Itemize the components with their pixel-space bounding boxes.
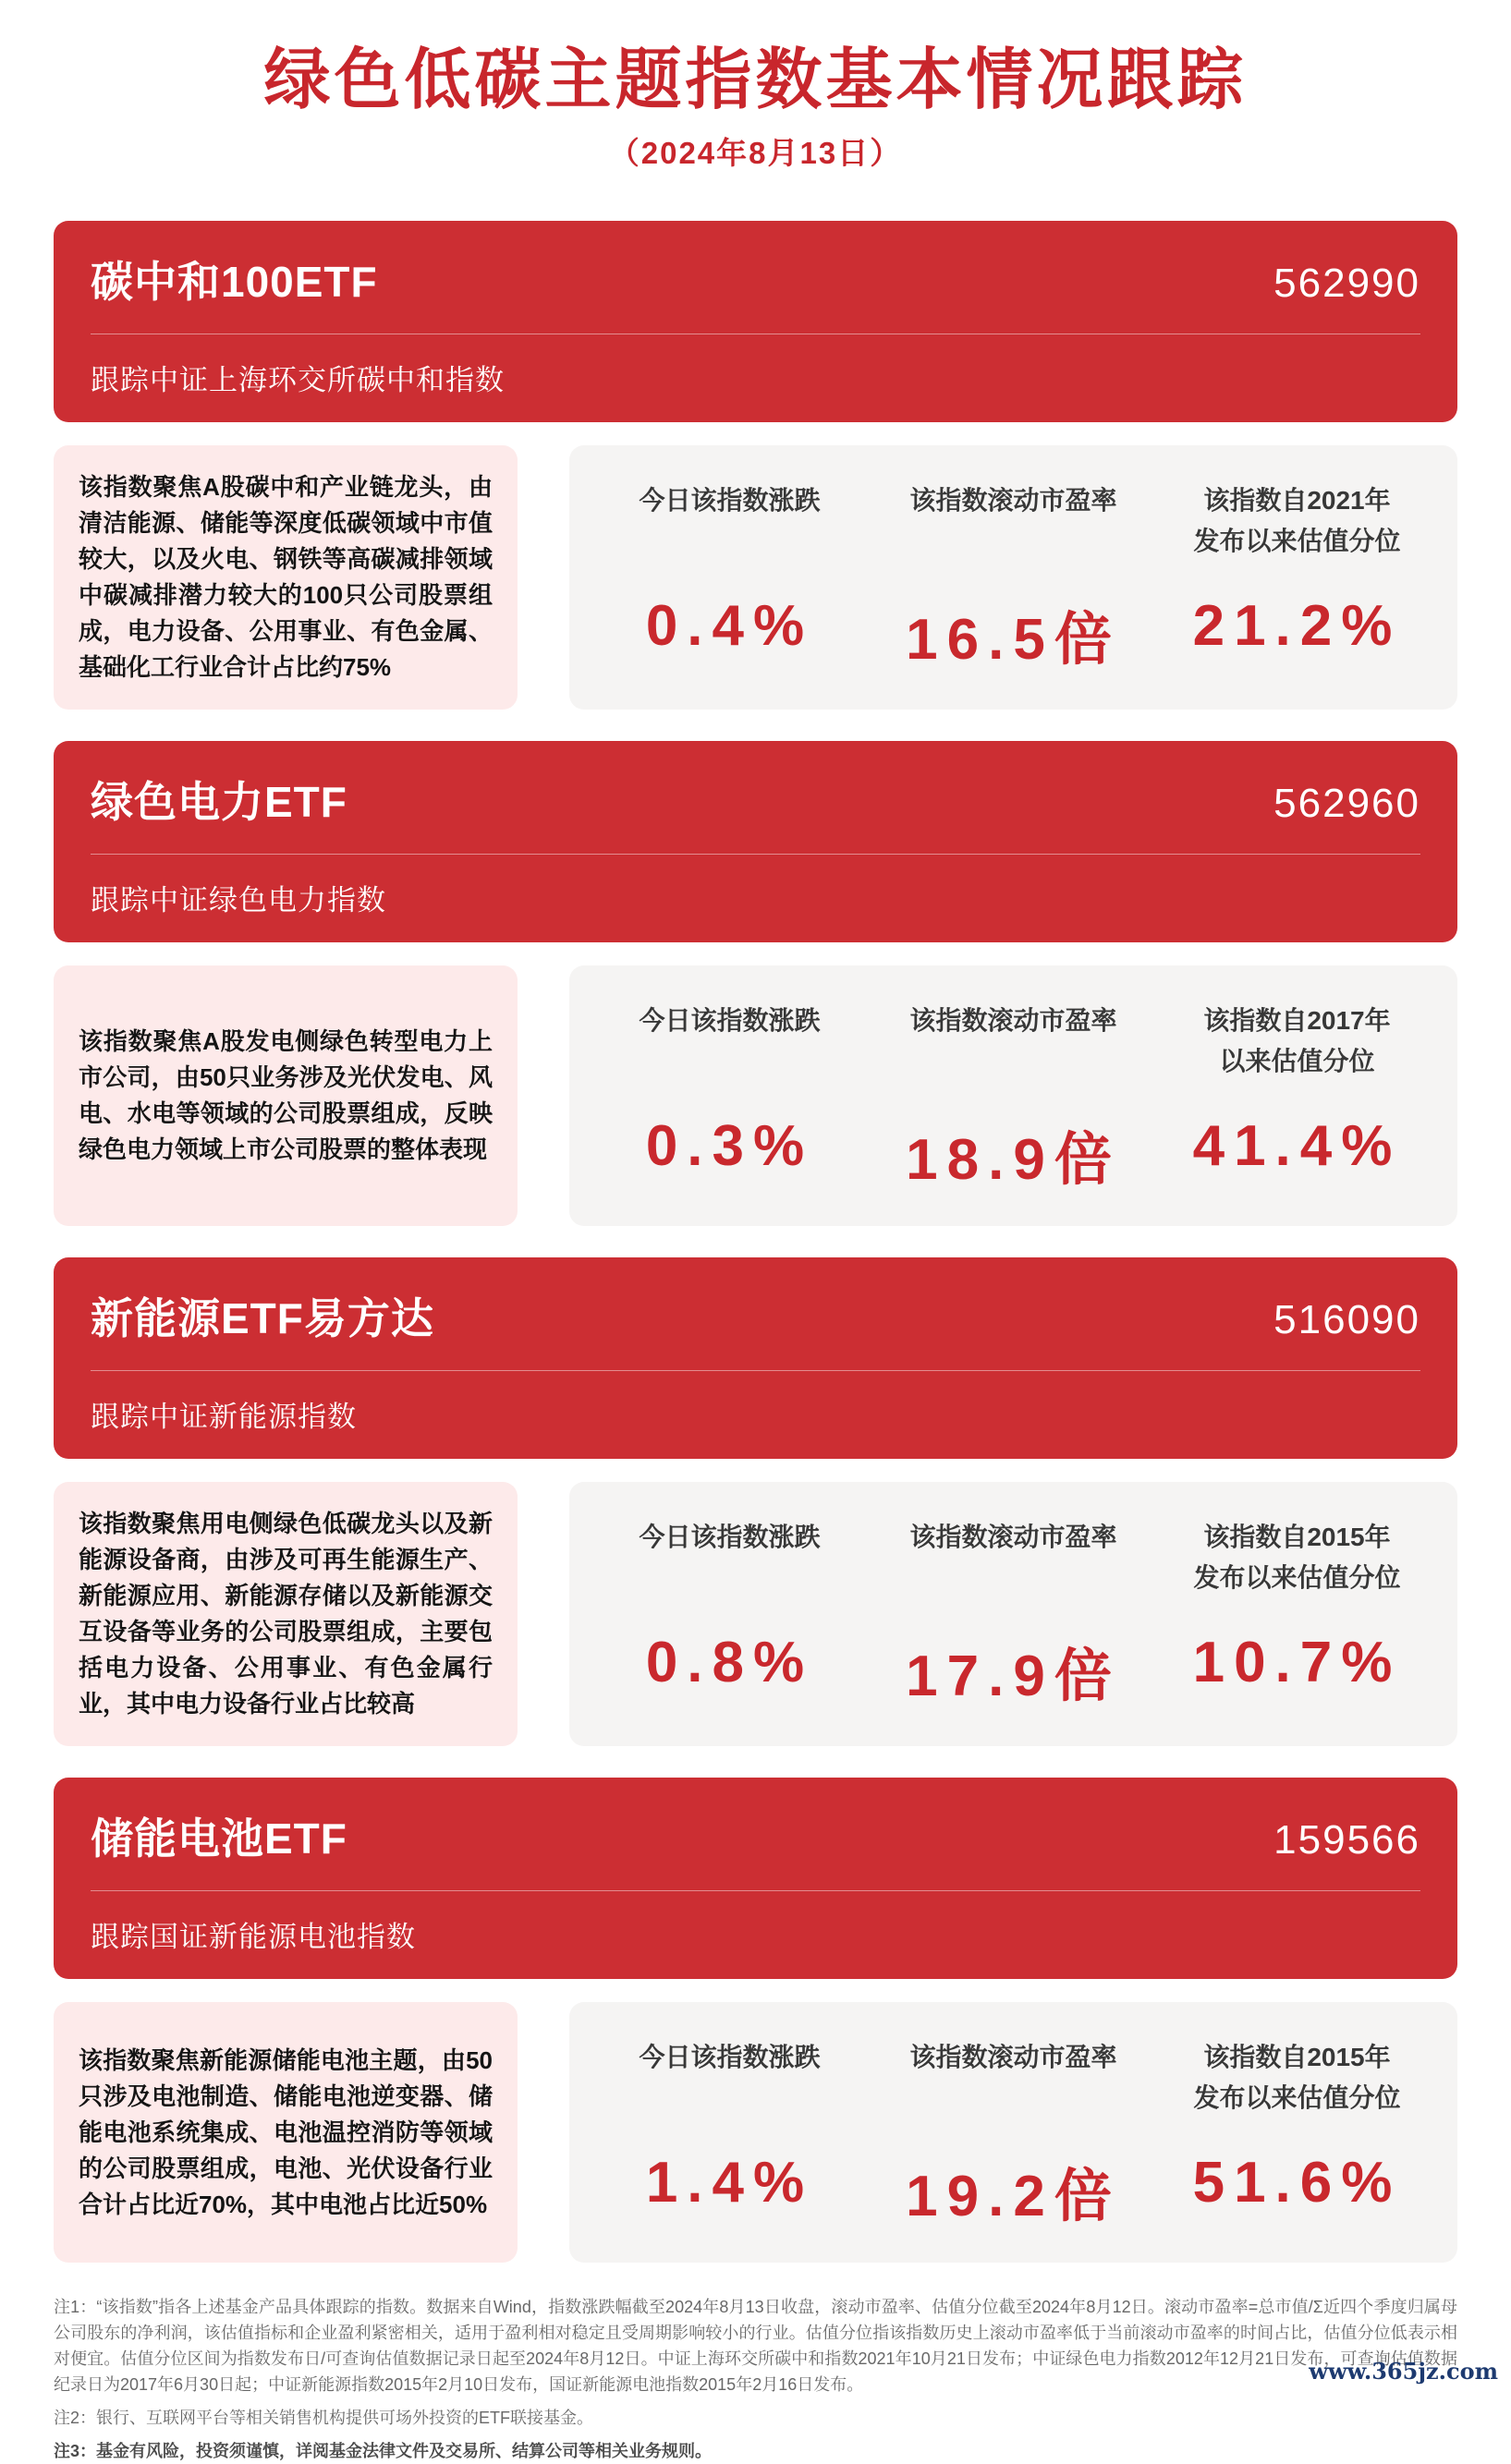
banner-top-row — [91, 249, 1420, 310]
stat-label-line1: 今日该指数涨跌 — [639, 1523, 821, 1551]
stat-label-line1: 今日该指数涨跌 — [639, 1006, 821, 1035]
etf-card-tanzhonghe100 — [54, 221, 1457, 710]
stat-pe-ratio — [871, 480, 1155, 682]
stat-label-line1: 该指数自2017年 — [1203, 1006, 1391, 1035]
etf-detail-row — [54, 2002, 1457, 2263]
stat-label — [1155, 480, 1439, 569]
stat-value: 18.9倍 — [906, 1128, 1121, 1192]
etf-name: 新能源ETF易方达 — [91, 1294, 434, 1342]
stat-valuation-percentile — [1155, 2037, 1439, 2235]
stat-value: 16.5倍 — [906, 608, 1121, 672]
etf-stats-panel — [569, 445, 1457, 710]
etf-card-lvsedianli — [54, 741, 1457, 1226]
stat-value: 1.4% — [645, 2151, 814, 2215]
etf-stats-panel — [569, 965, 1457, 1226]
etf-card-chunengdianchi — [54, 1778, 1457, 2263]
banner-divider — [91, 1890, 1420, 1891]
stat-pe-ratio — [871, 2037, 1155, 2235]
banner-top-row — [91, 1285, 1420, 1346]
stat-label — [1155, 1517, 1439, 1606]
banner-divider — [91, 1370, 1420, 1371]
stat-label-line2: 以来估值分位 — [1219, 1047, 1375, 1075]
etf-code: 562990 — [1273, 261, 1420, 306]
etf-detail-row — [54, 1482, 1457, 1746]
etf-description-box — [54, 2002, 518, 2263]
stat-label — [871, 480, 1155, 569]
etf-banner — [54, 741, 1457, 942]
etf-description: 该指数聚焦新能源储能电池主题，由50只涉及电池制造、储能电池逆变器、储能电池系统集成、电池温控消防等领域的公司股票组成，电池、光伏设备行业合计占比近70%，其中电池占比近50% — [79, 2045, 493, 2218]
etf-name: 碳中和100ETF — [91, 258, 378, 306]
stat-label — [588, 1517, 871, 1606]
footnote-3: 注3：基金有风险，投资须谨慎，详阅基金法律文件及交易所、结算公司等相关业务规则。 — [54, 2442, 713, 2460]
banner-top-row — [91, 769, 1420, 830]
stat-label — [588, 2037, 871, 2126]
stat-valuation-percentile — [1155, 480, 1439, 682]
etf-tracking-index: 跟踪中证新能源指数 — [91, 1401, 357, 1433]
footnotes — [54, 2294, 1457, 2464]
stat-label — [871, 2037, 1155, 2126]
stat-label — [588, 1001, 871, 1089]
stat-label-line1: 该指数滚动市盈率 — [909, 486, 1117, 515]
page-title: 绿色低碳主题指数基本情况跟踪 — [263, 43, 1248, 117]
header — [54, 39, 1457, 173]
stat-valuation-percentile — [1155, 1517, 1439, 1718]
stat-label — [1155, 2037, 1439, 2126]
etf-card-xinnengyuan — [54, 1257, 1457, 1746]
stat-label-line1: 该指数滚动市盈率 — [909, 1006, 1117, 1035]
etf-stats-panel — [569, 1482, 1457, 1746]
etf-code: 562960 — [1273, 781, 1420, 826]
stat-label — [871, 1001, 1155, 1089]
etf-detail-row — [54, 445, 1457, 710]
etf-code: 159566 — [1273, 1817, 1420, 1863]
stat-label — [1155, 1001, 1439, 1089]
etf-name: 储能电池ETF — [91, 1815, 347, 1863]
stat-label-line2: 发布以来估值分位 — [1193, 1563, 1401, 1592]
etf-code: 516090 — [1273, 1297, 1420, 1342]
stat-value: 10.7% — [1192, 1631, 1402, 1694]
stat-daily-change — [588, 1001, 871, 1198]
stat-value: 41.4% — [1192, 1114, 1402, 1178]
stat-daily-change — [588, 2037, 871, 2235]
etf-tracking-index: 跟踪中证绿色电力指数 — [91, 884, 386, 916]
stat-daily-change — [588, 480, 871, 682]
etf-tracking-index: 跟踪国证新能源电池指数 — [91, 1921, 416, 1953]
etf-banner — [54, 221, 1457, 422]
stat-pe-ratio — [871, 1517, 1155, 1718]
stat-pe-ratio — [871, 1001, 1155, 1198]
etf-detail-row — [54, 965, 1457, 1226]
etf-tracking-index: 跟踪中证上海环交所碳中和指数 — [91, 364, 505, 396]
etf-name: 绿色电力ETF — [91, 778, 347, 826]
page-date: （2024年8月13日） — [608, 136, 903, 170]
stat-label-line1: 今日该指数涨跌 — [639, 2043, 821, 2071]
stat-value: 51.6% — [1192, 2151, 1402, 2215]
stat-value: 19.2倍 — [906, 2165, 1121, 2228]
stat-label-line2: 发布以来估值分位 — [1193, 2083, 1401, 2112]
etf-description-box — [54, 965, 518, 1226]
stat-label-line1: 该指数滚动市盈率 — [909, 1523, 1117, 1551]
stat-label-line2: 发布以来估值分位 — [1193, 527, 1401, 555]
stat-label — [871, 1517, 1155, 1606]
stat-value: 0.3% — [645, 1114, 814, 1178]
etf-description: 该指数聚焦用电侧绿色低碳龙头以及新能源设备商，由涉及可再生能源生产、新能源应用、新能源存储以及新能源交互设备等业务的公司股票组成，主要包括电力设备、公用事业、有色金属行业，其中电力设备行业占比较高 — [79, 1510, 493, 1718]
etf-description-box — [54, 445, 518, 710]
etf-stats-panel — [569, 2002, 1457, 2263]
stat-label-line1: 该指数滚动市盈率 — [909, 2043, 1117, 2071]
stat-label-line1: 该指数自2015年 — [1203, 1523, 1391, 1551]
stat-value: 21.2% — [1192, 594, 1402, 658]
footnote-2: 注2：银行、互联网平台等相关销售机构提供可场外投资的ETF联接基金。 — [54, 2409, 594, 2427]
stat-label-line1: 该指数自2021年 — [1203, 486, 1391, 515]
watermark-site-url: www.365jz.com — [1309, 2358, 1498, 2385]
stat-valuation-percentile — [1155, 1001, 1439, 1198]
banner-divider — [91, 854, 1420, 855]
stat-label-line1: 该指数自2015年 — [1203, 2043, 1391, 2071]
etf-description: 该指数聚焦A股发电侧绿色转型电力上市公司，由50只业务涉及光伏发电、风电、水电等领域的公司股票组成，反映绿色电力领域上市公司股票的整体表现 — [79, 1027, 493, 1163]
footnote-1: 注1：“该指数”指各上述基金产品具体跟踪的指数。数据来自Wind，指数涨跌幅截至2024年8月13日收盘，滚动市盈率、估值分位截至2024年8月12日。滚动市盈率=总市值/Σ近四个季度归属母公司股东的净利润，该估值指标和企业盈利紧密相关，适用于盈利相对稳定且受周期影响较小的行业。估值分位指该指数历史上滚动市盈率低于当前滚动市盈率的时间占比，估值分位低表示相对便宜。估值分位区间为指数发布日/可查询估值数据记录日起至2024年8月12日。中证上海环交所碳中和指数2021年10月21日发布；中证绿色电力指数2012年12月21日发布，可查询估值数据纪录日为2017年6月30日起；中证新能源指数2015年2月10日发布，国证新能源电池指数2015年2月16日发布。 — [54, 2298, 1457, 2394]
etf-description-box — [54, 1482, 518, 1746]
etf-banner — [54, 1778, 1457, 1979]
etf-banner — [54, 1257, 1457, 1459]
stat-value: 0.4% — [645, 594, 814, 658]
stat-value: 0.8% — [645, 1631, 814, 1694]
stat-label — [588, 480, 871, 569]
banner-top-row — [91, 1805, 1420, 1866]
etf-description: 该指数聚焦A股碳中和产业链龙头，由清洁能源、储能等深度低碳领域中市值较大，以及火电、钢铁等高碳减排领域中碳减排潜力较大的100只公司股票组成，电力设备、公用事业、有色金属、基础化工行业合计占比约75% — [79, 473, 493, 681]
stat-daily-change — [588, 1517, 871, 1718]
stat-value: 17.9倍 — [906, 1645, 1121, 1708]
stat-label-line1: 今日该指数涨跌 — [639, 486, 821, 515]
